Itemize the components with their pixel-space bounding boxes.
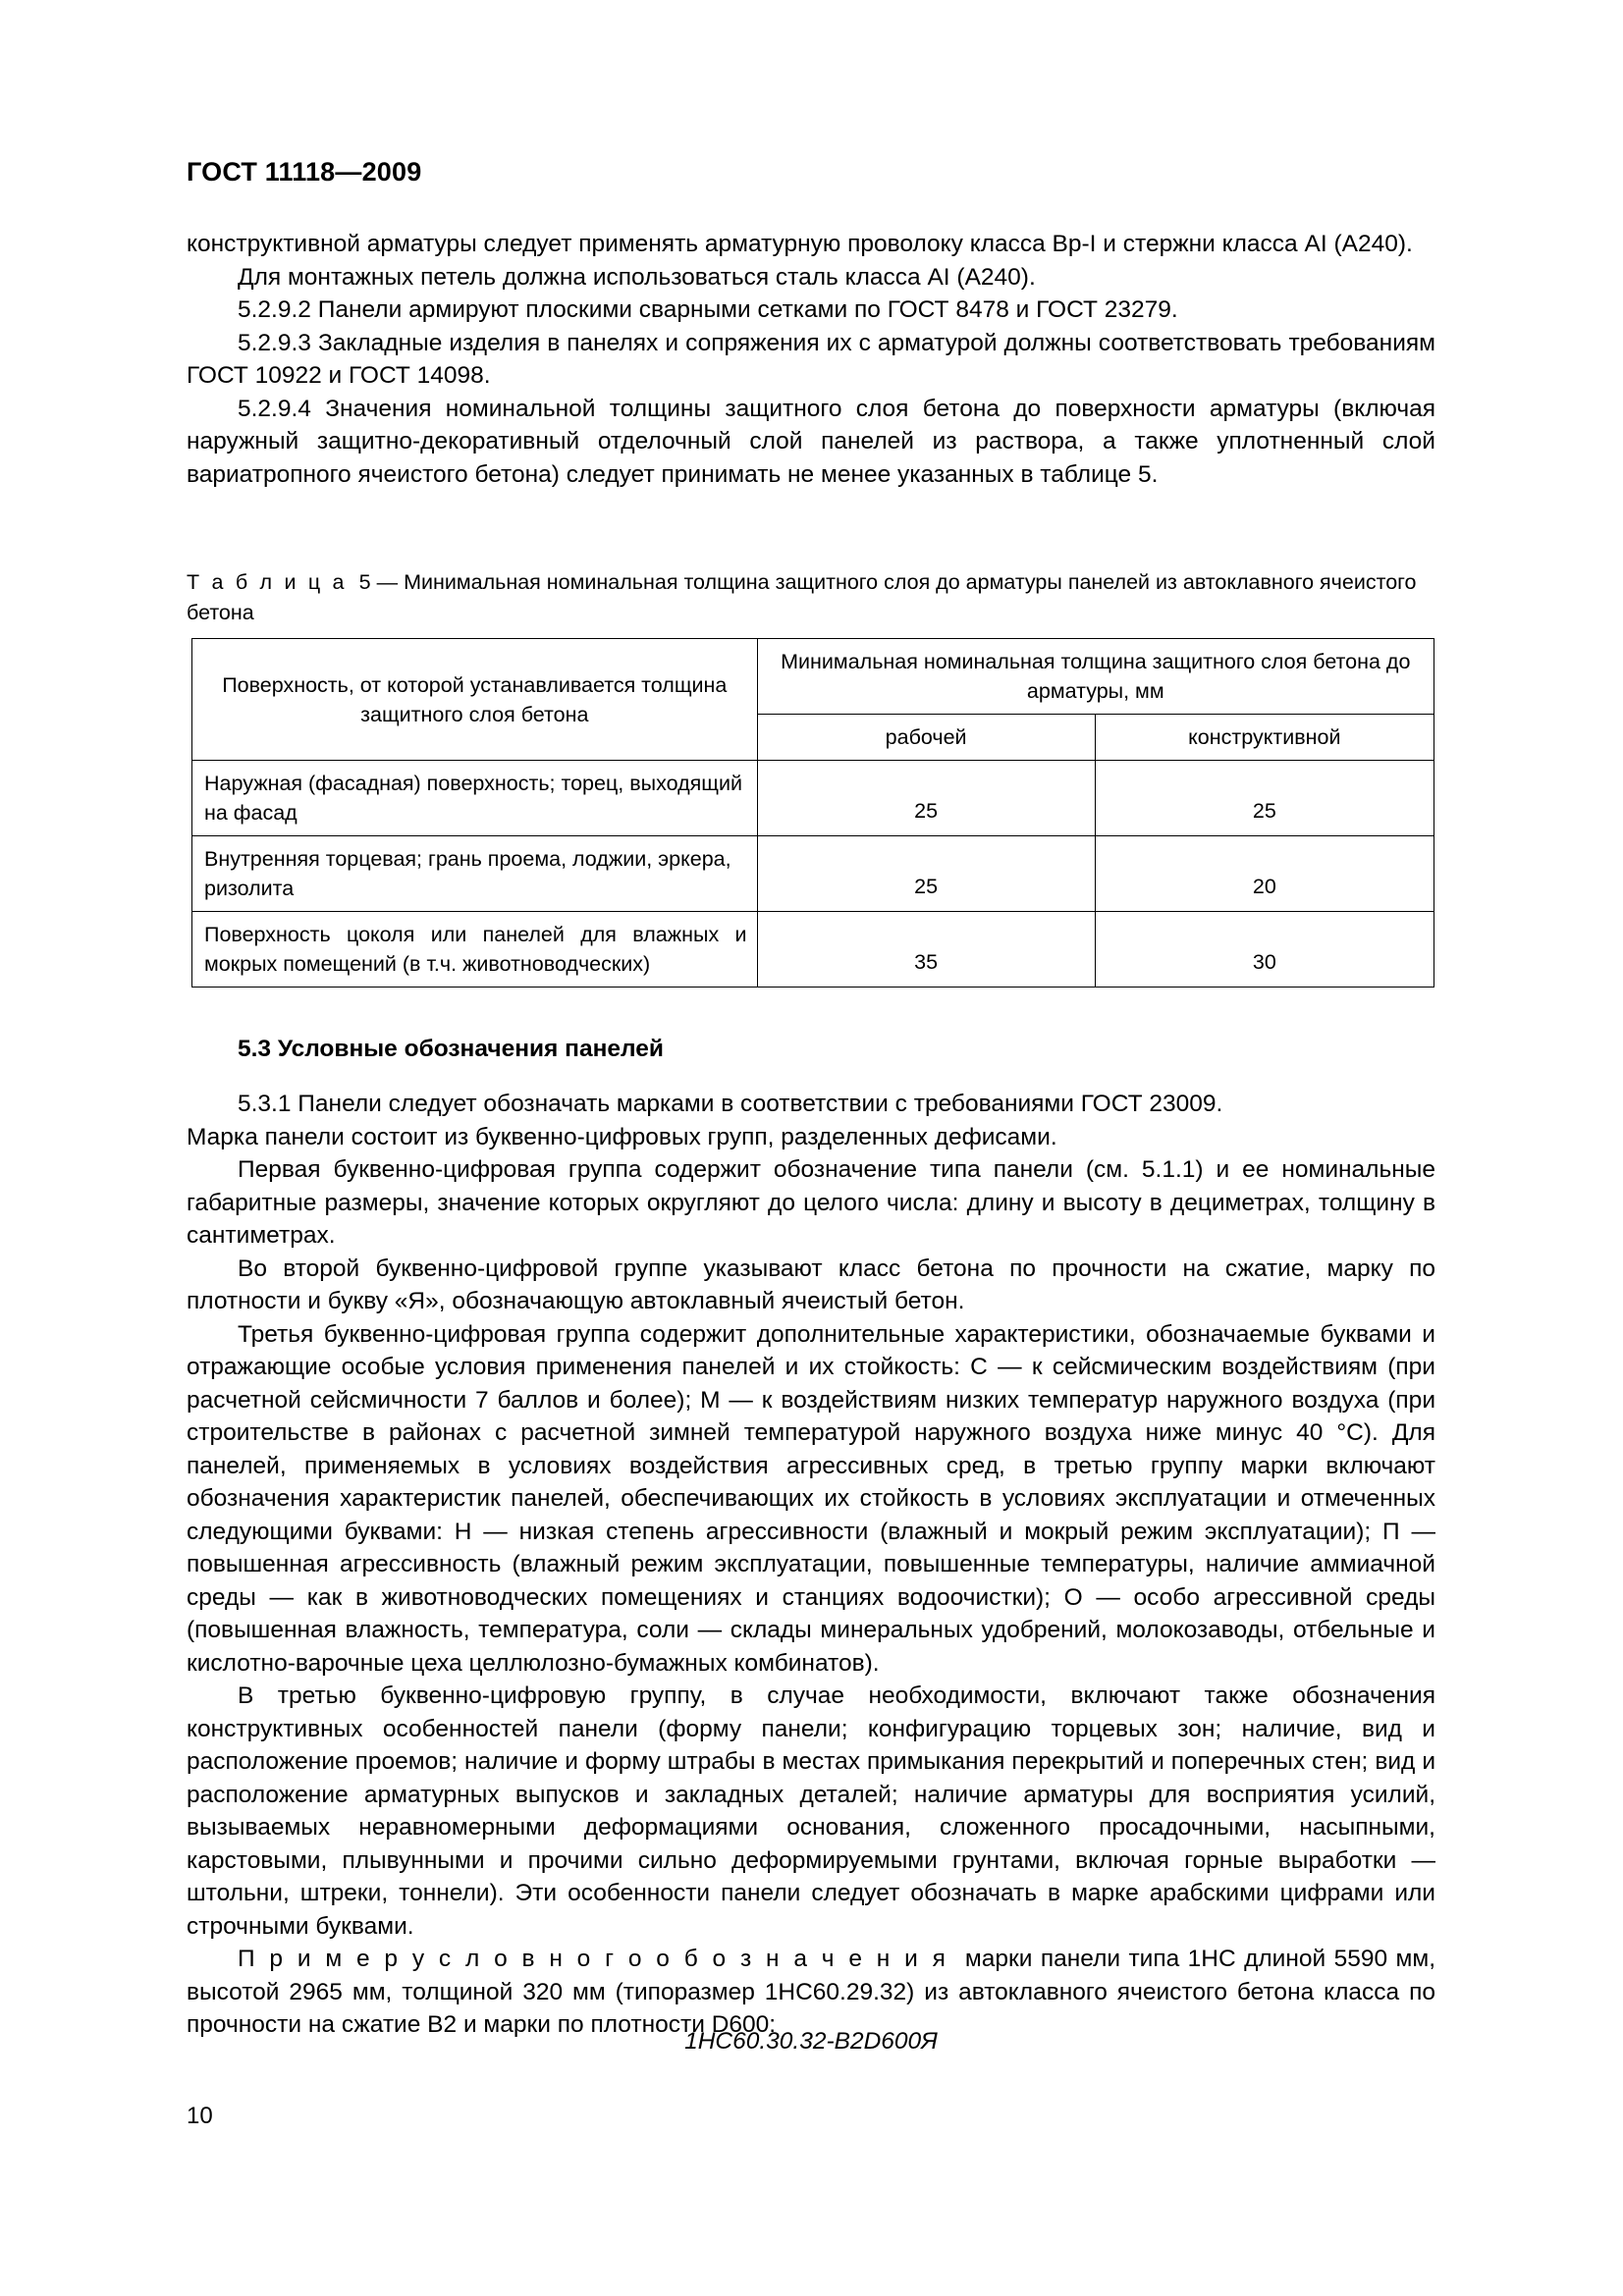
table-caption-dash: — xyxy=(376,570,399,594)
table-caption-label: Т а б л и ц а xyxy=(187,570,348,594)
section-heading-5-3: 5.3 Условные обозначения панелей xyxy=(238,1036,664,1062)
cell-rabochey: 25 xyxy=(757,836,1095,912)
column-header-group-thickness: Минимальная номинальная толщина защитного слоя бетона до арматуры, мм xyxy=(757,639,1434,715)
example-label: П р и м е р у с л о в н о г о о б о з н а ч е н и я xyxy=(238,1946,949,1972)
paragraph-first-group: Первая буквенно-цифровая группа содержит обозначение типа панели (см. 5.1.1) и ее номинальные габаритные размеры, значение которых округляют до целого числа: длину и высоту в дециметрах, толщину в сантиметрах. xyxy=(187,1156,1435,1249)
paragraph-montage-loops: Для монтажных петель должна использоваться сталь класса АI (А240). xyxy=(238,263,1036,291)
page-number: 10 xyxy=(187,2103,213,2129)
cell-rabochey: 25 xyxy=(757,761,1095,836)
column-header-rabochey: рабочей xyxy=(757,715,1095,761)
paragraph-continuation: конструктивной арматуры следует применять арматурную проволоку класса Вр-I и стержни класса АI (А240). xyxy=(187,231,1413,257)
column-header-surface: Поверхность, от которой устанавливается толщина защитного слоя бетона xyxy=(192,639,758,761)
section-5-3-body xyxy=(187,1153,1435,2042)
cell-surface: Внутренняя торцевая; грань проема, лоджии, эркера, ризолита xyxy=(192,836,758,912)
cell-konstruktivnoy: 30 xyxy=(1095,912,1434,988)
cell-konstruktivnoy: 20 xyxy=(1095,836,1434,912)
paragraph-example xyxy=(187,1943,1435,2042)
section-5-3-intro xyxy=(187,1088,1435,1153)
cell-rabochey: 35 xyxy=(757,912,1095,988)
paragraph-mark-structure: Марка панели состоит из буквенно-цифровых групп, разделенных дефисами. xyxy=(187,1123,1057,1150)
paragraph-third-group-structural: В третью буквенно-цифровую группу, в случае необходимости, включают также обозначения конструктивных особенностей панели (форму панели; конфигурацию торцевых зон; наличие, вид и расположение проемов; наличие и форму штрабы в местах примыкания перекрытий и поперечных стен; вид и расположение арматурных выпусков и закладных деталей; наличие арматуры для восприятия усилий, вызываемых неравномерными деформациями основания, сложенного просадочными, насыпными, карстовыми, плывунными и прочими сильно деформируемыми грунтами, включая горные выработки — штольни, штреки, тоннели). Эти особенности панели следует обозначать в марке арабскими цифрами или строчными буквами. xyxy=(187,1682,1435,1940)
clause-5-2-9-4: 5.2.9.4 Значения номинальной толщины защитного слоя бетона до поверхности арматуры (включая наружный защитно-декоративный отделочный слой панелей из раствора, а также уплотненный слой вариатропного ячеистого бетона) следует принимать не менее указанных в таблице 5. xyxy=(187,395,1435,488)
clause-5-2-9-3: 5.2.9.3 Закладные изделия в панелях и сопряжения их с арматурой должны соответствовать требованиям ГОСТ 10922 и ГОСТ 14098. xyxy=(187,329,1435,389)
table-caption xyxy=(187,567,1435,628)
clause-5-3-1: 5.3.1 Панели следует обозначать марками в соответствии с требованиями ГОСТ 23009. xyxy=(238,1091,1223,1117)
cell-surface: Поверхность цоколя или панелей для влажных и мокрых помещений (в т.ч. животноводческих) xyxy=(192,912,758,988)
cell-surface: Наружная (фасадная) поверхность; торец, выходящий на фасад xyxy=(192,761,758,836)
cell-konstruktivnoy: 25 xyxy=(1095,761,1434,836)
table-row xyxy=(192,761,1434,836)
paragraph-second-group: Во второй буквенно-цифровой группе указывают класс бетона по прочности на сжатие, марку по плотности и букву «Я», обозначающую автоклавный ячеистый бетон. xyxy=(187,1255,1435,1314)
table-protective-layer-thickness xyxy=(191,638,1434,988)
table-header-row-main xyxy=(192,639,1434,715)
table-row xyxy=(192,912,1434,988)
example-text: марки панели типа 1НС длиной 5590 мм, высотой 2965 мм, толщиной 320 мм (типоразмер 1НС60.29.32) из автоклавного ячеистого бетона класса по прочности на сжатие В2 и марки по плотности D600: xyxy=(187,1946,1436,2038)
table-row xyxy=(192,836,1434,912)
page-title: ГОСТ 11118—2009 xyxy=(187,157,422,187)
clause-5-2-9-2: 5.2.9.2 Панели армируют плоскими сварными сетками по ГОСТ 8478 и ГОСТ 23279. xyxy=(238,296,1178,323)
paragraph-third-group: Третья буквенно-цифровая группа содержит дополнительные характеристики, обозначаемые буквами и отражающие особые условия применения панелей и их стойкость: С — к сейсмическим воздействиям (при расчетной сейсмичности 7 баллов и более); М — к воздействиям низких температур наружного воздуха (при строительстве в районах с расчетной зимней температурой наружного воздуха ниже минус 40 °С). Для панелей, применяемых в условиях воздействия агрессивных сред, в третью группу марки включают обозначения характеристик панелей, обеспечивающих их стойкость в условиях эксплуатации и отмеченных следующими буквами: Н — низкая степень агрессивности (влажный и мокрый режим эксплуатации); П — повышенная агрессивность (влажный режим эксплуатации, повышенные температуры, наличие аммиачной среды — как в животноводческих помещениях и станциях водоочистки); О — особо агрессивной среды (повышенная влажность, температура, соли — склады минеральных удобрений, молокозаводы, отбельные и кислотно-варочные цеха целлюлозно-бумажных комбинатов). xyxy=(187,1320,1435,1677)
table-caption-number: 5 xyxy=(358,570,371,594)
example-designation: 1НС60.30.32-В2D600Я xyxy=(684,2028,938,2055)
column-header-konstruktivnoy: конструктивной xyxy=(1095,715,1434,761)
intro-paragraph-block xyxy=(187,228,1435,491)
table-caption-text: Минимальная номинальная толщина защитного слоя до арматуры панелей из автоклавного ячеистого бетона xyxy=(187,570,1417,624)
